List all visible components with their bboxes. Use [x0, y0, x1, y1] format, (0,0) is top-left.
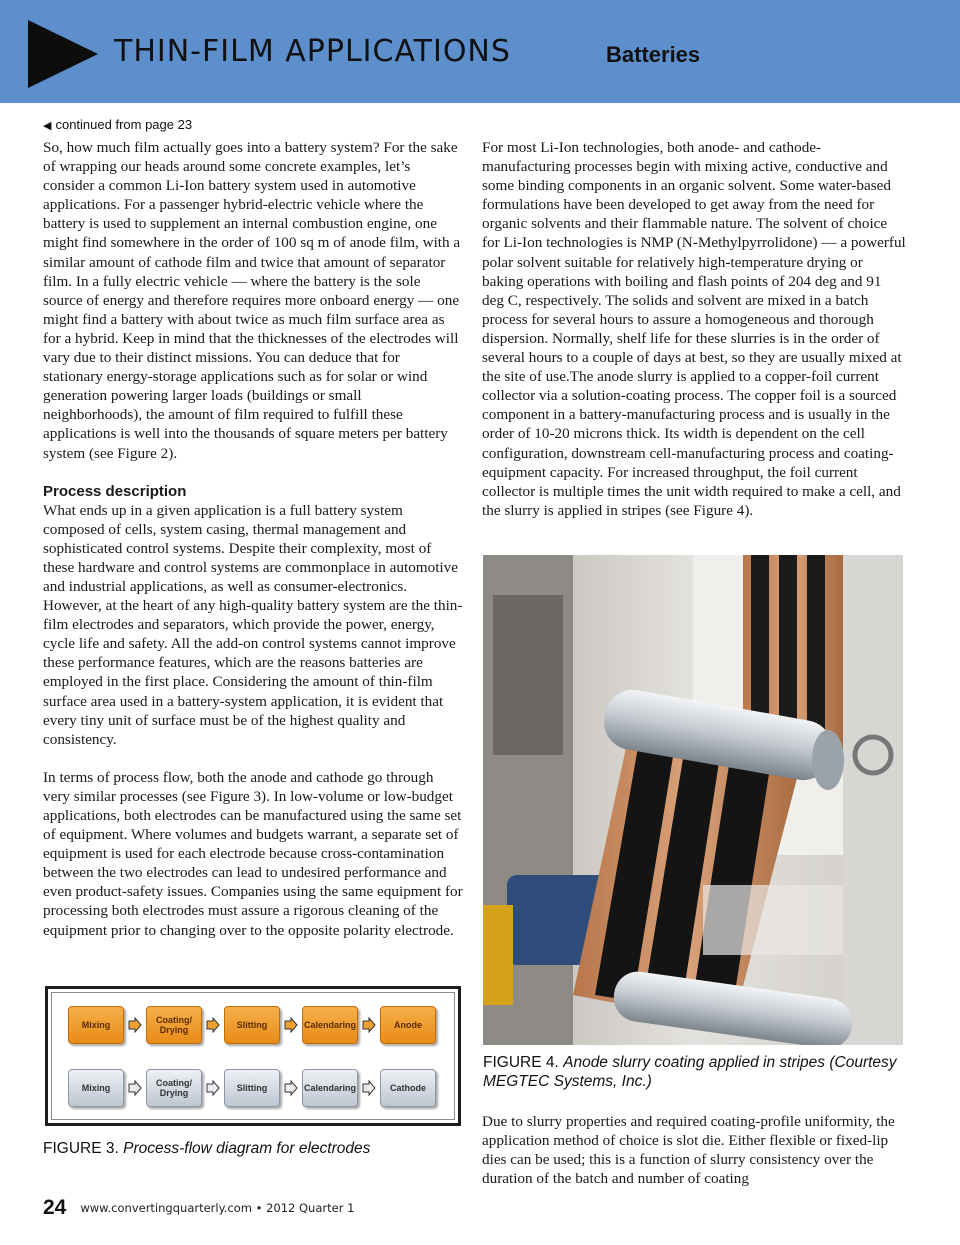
figure-4-photo: [483, 555, 903, 1045]
right-column-continued: [482, 1112, 907, 1188]
arrow-right-icon: [358, 1080, 380, 1096]
left-column: [43, 138, 463, 940]
continued-note[interactable]: [43, 117, 192, 132]
figure-3-diagram: [45, 986, 461, 1126]
flow-step-slitting: Slitting: [224, 1069, 280, 1107]
left-triangle-icon: ◀: [43, 120, 52, 132]
caption-label: FIGURE 3.: [43, 1140, 119, 1157]
arrow-right-icon: [202, 1017, 224, 1033]
header-band: [0, 0, 960, 103]
page-footer: [43, 1196, 354, 1220]
play-triangle-icon: [28, 20, 98, 88]
body-paragraph: So, how much film actually goes into a battery system? For the sake of wrapping our heads around some concrete examples, let’s consider a common Li-Ion battery system used in automotive applications. For a passenger hybrid-electric vehicle where the battery is used to supplement an internal combustion engine, one might find somewhere in the order of 100 sq m of anode film, with a similar amount of cathode film and twice that amount of separator film. In a fully electric vehicle — where the battery is the sole source of energy and therefore requires more onboard energy — one might find a battery with about twice as much film surface area as for a hybrid. Keep in mind that the thicknesses of the electrodes will vary due to their distinct missions. You can deduce that for stationary energy-storage applications such as for solar or wind generation powering larger loads (buildings or small neighborhoods), the amount of film required to fulfill these applications is well into the thousands of square meters per battery system (see Figure 2).: [43, 139, 461, 462]
arrow-right-icon: [280, 1080, 302, 1096]
arrow-right-icon: [280, 1017, 302, 1033]
caption-text: Anode slurry coating applied in stripes (Courtesy MEGTEC Systems, Inc.): [483, 1054, 897, 1090]
figure-3-caption: [43, 1139, 463, 1158]
body-paragraph: What ends up in a given application is a full battery system composed of cells, system casing, thermal management and sophisticated control systems. Despite their complexity, most of these hardware and control systems are commonplace in automotive and industrial applications, as well as consumer-electronics. However, at the heart of any high-quality battery system are the thin-film electrodes and separators, which provide the power, energy, cycle life and safety. All the add-on control systems cannot improve these performance features, which are the reasons batteries are employed in the first place. Considering the amount of thin-film surface area used in a battery-system application, it is evident that every tiny unit of surface must be of the highest quality and consistency.: [43, 501, 463, 748]
caption-text: Process-flow diagram for electrodes: [123, 1140, 371, 1157]
section-title: THIN-FILM APPLICATIONS: [114, 34, 511, 69]
arrow-right-icon: [124, 1080, 146, 1096]
flow-step-mixing: Mixing: [68, 1069, 124, 1107]
flow-step-coating-drying: Coating/ Drying: [146, 1006, 202, 1044]
section-heading: Process description: [43, 482, 187, 500]
section-subtitle: Batteries: [606, 42, 701, 67]
flow-step-cathode: Cathode: [380, 1069, 436, 1107]
cathode-flow-row: [68, 1069, 436, 1107]
flow-step-coating-drying: Coating/ Drying: [146, 1069, 202, 1107]
caption-label: FIGURE 4.: [483, 1054, 559, 1071]
body-paragraph: For most Li-Ion technologies, both anode- and cathode-manufacturing processes begin with mixing active, conductive and some binding components in an organic solvent. Some water-based formulations have been developed to get away from the need for organic solvents and their flammable nature. The solvent of choice for Li-Ion technologies is NMP (N-Methylpyrrolidone) — a powerful polar solvent suitable for relatively high-temperature drying or baking operations with boiling and flash points of 204 deg and 91 deg C, respectively. The solids and solvent are mixed in a batch process for several hours to assure a homogeneous and thorough dispersion. Normally, shelf life for these slurries is in the order of several hours to a couple of days at best, so they are usually mixed at the site of use.The anode slurry is applied to a copper-foil current collector via a solution-coating process. The copper foil is a sourced component in a battery-manufacturing process and is usually in the order of 10-20 microns thick. Its width is dependent on the cell configuration, downstream cell-manufacturing process and coating-equipment capacity. For increased throughput, the foil current collector is multiple times the unit width required to make a cell, and the slurry is applied in stripes (see Figure 4).: [482, 139, 906, 519]
flow-step-calendaring: Calendaring: [302, 1006, 358, 1044]
body-paragraph: In terms of process flow, both the anode and cathode go through very similar processes (see Figure 3). In low-volume or low-budget applications, both electrodes can be manufactured using the same set of equipment. Where volumes and budgets warrant, a separate set of equipment is used for each electrode because cross-contamination between the two electrodes can lead to undesired performance and even product-safety issues. Companies using the same equipment for processing both electrodes must assure a rigorous cleaning of the equipment prior to changing over to the opposite polarity electrode.: [43, 768, 463, 939]
body-paragraph: Due to slurry properties and required coating-profile uniformity, the application method of choice is slot die. Either flexible or fixed-lip dies can be used; this is a function of slurry consistency over the duration of the batch and number of coating: [482, 1113, 895, 1188]
flow-step-calendaring: Calendaring: [302, 1069, 358, 1107]
right-column: [482, 138, 907, 520]
page-number: 24: [43, 1196, 67, 1219]
figure-4-caption: [483, 1053, 908, 1091]
arrow-right-icon: [202, 1080, 224, 1096]
arrow-right-icon: [358, 1017, 380, 1033]
footer-site[interactable]: www.convertingquarterly.com • 2012 Quarter 1: [80, 1201, 355, 1215]
flow-step-slitting: Slitting: [224, 1006, 280, 1044]
continued-text: continued from page 23: [55, 117, 193, 132]
flow-step-anode: Anode: [380, 1006, 436, 1044]
anode-flow-row: [68, 1006, 436, 1044]
flow-step-mixing: Mixing: [68, 1006, 124, 1044]
arrow-right-icon: [124, 1017, 146, 1033]
